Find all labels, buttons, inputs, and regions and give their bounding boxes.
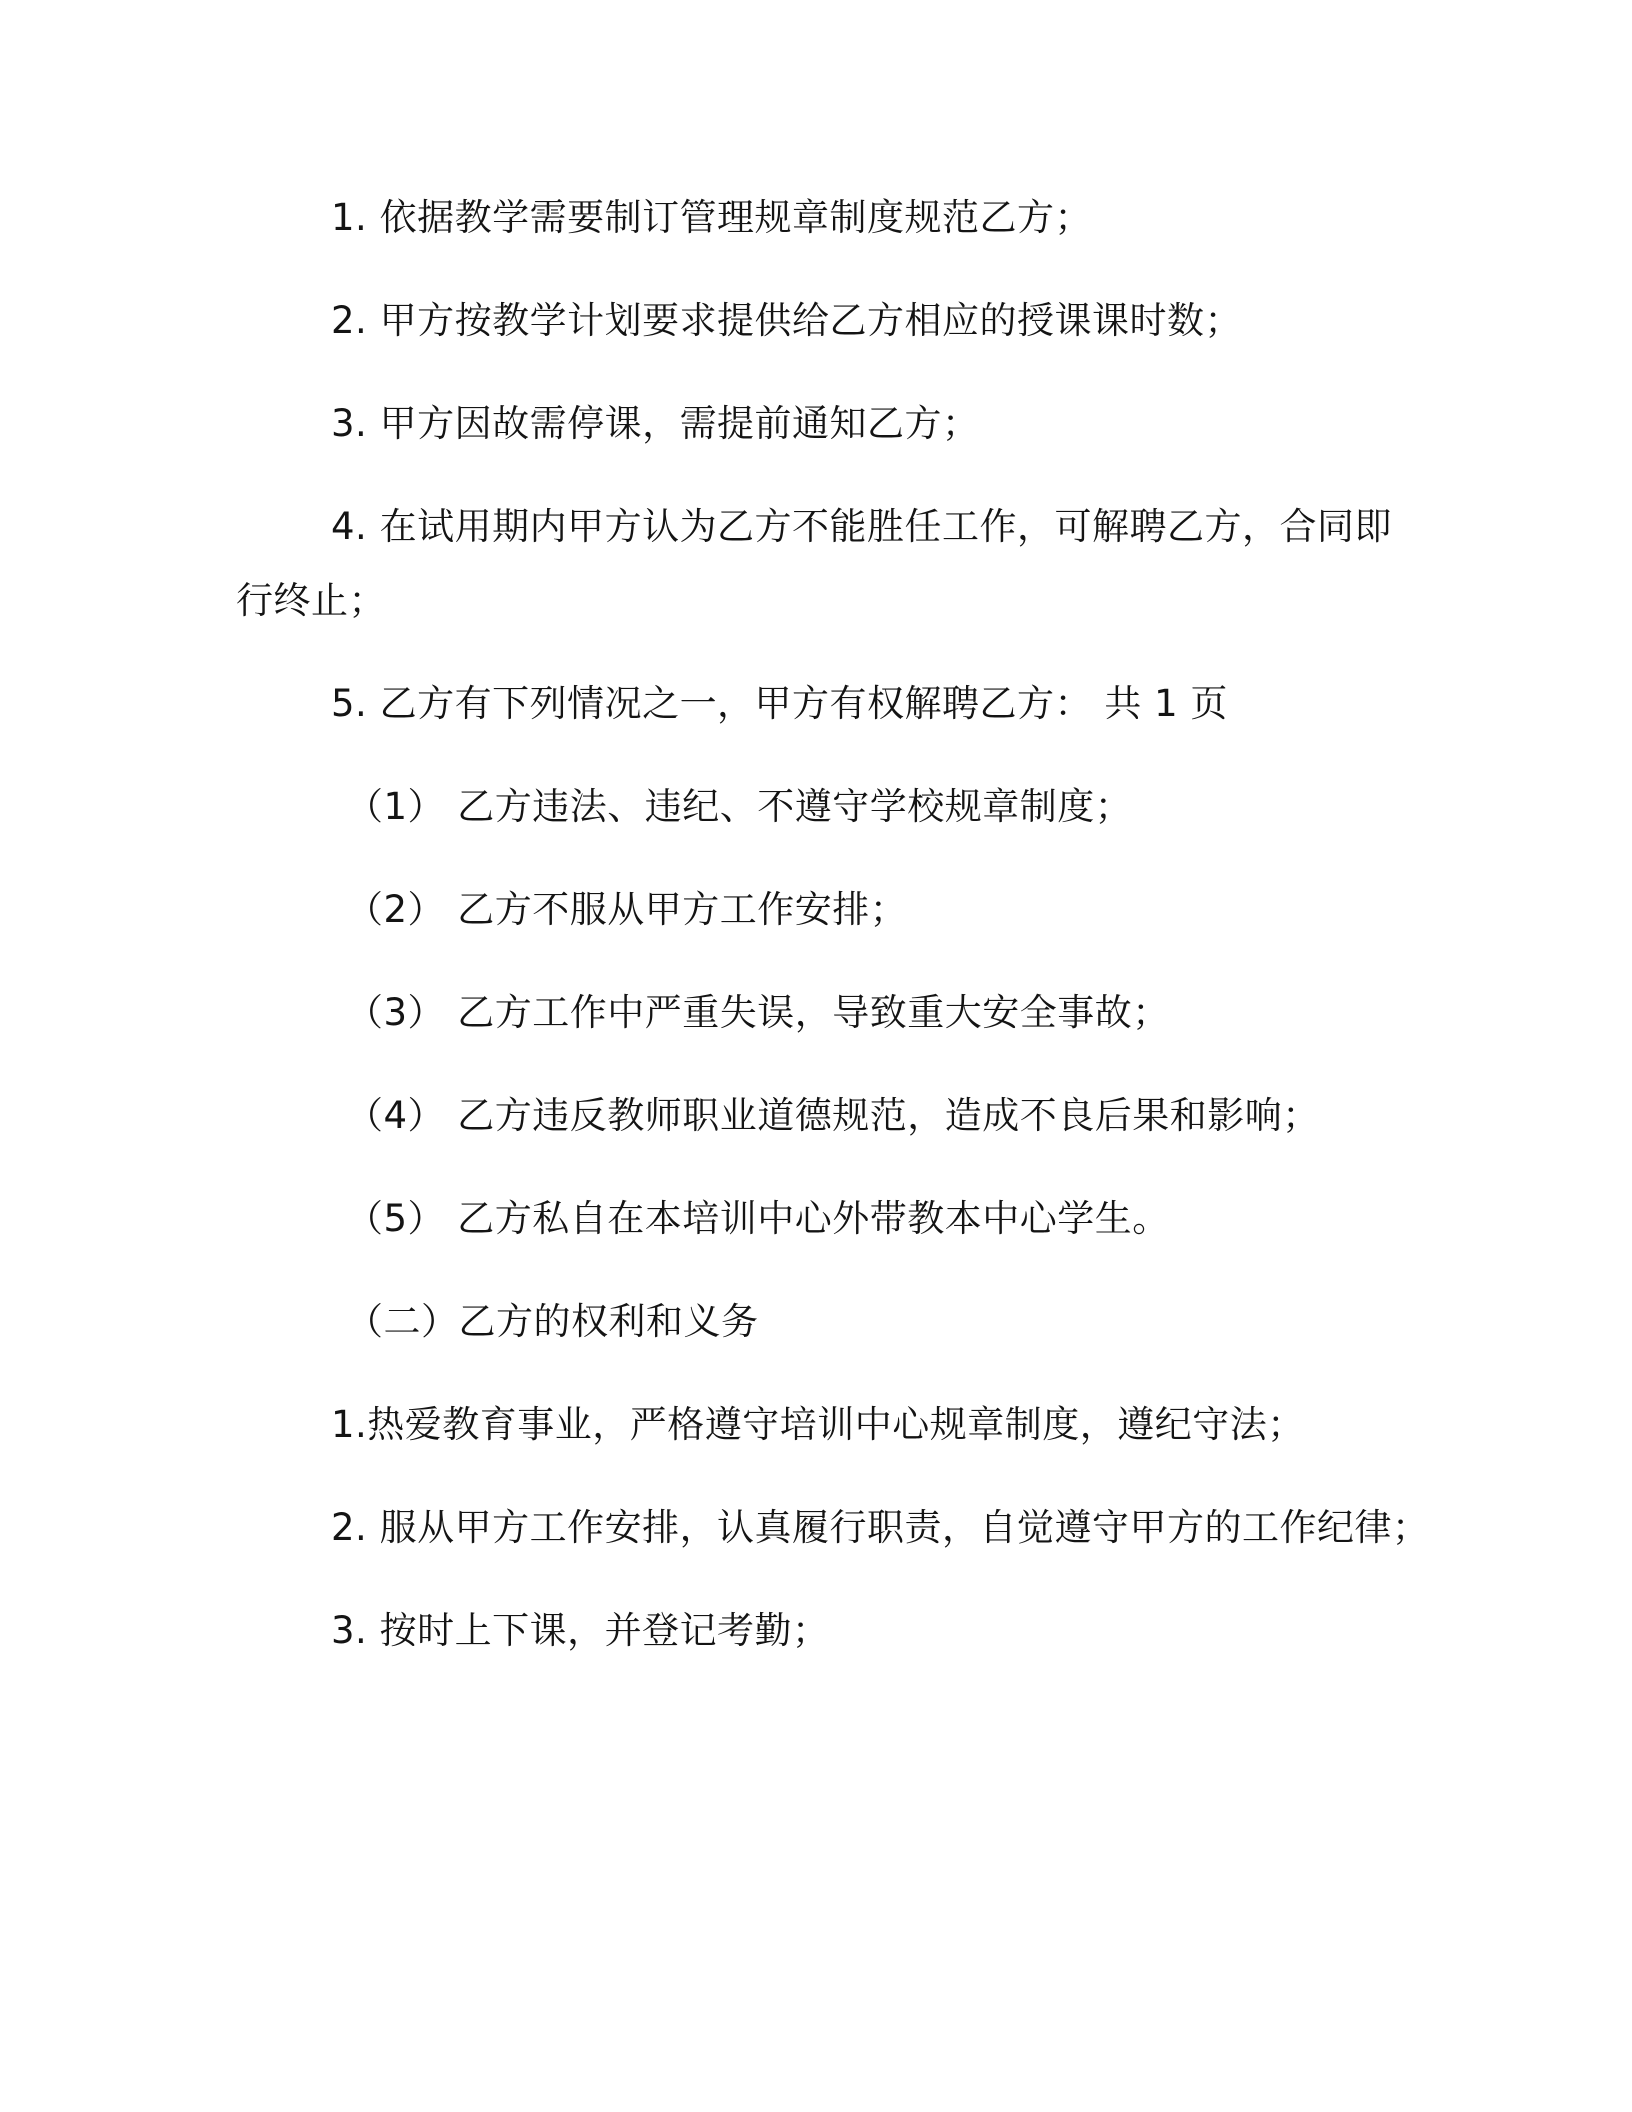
clause-a-3: 3. 甲方因故需停课，需提前通知乙方； bbox=[331, 402, 980, 445]
subclause-3: （3） 乙方工作中严重失误，导致重大安全事故； bbox=[346, 991, 1170, 1034]
clause-b-3: 3. 按时上下课，并登记考勤； bbox=[331, 1609, 830, 1652]
clause-a-2: 2. 甲方按教学计划要求提供给乙方相应的授课课时数； bbox=[331, 299, 1243, 342]
subclause-5: （5） 乙方私自在本培训中心外带教本中心学生。 bbox=[346, 1197, 1170, 1240]
clause-a-4: 4. 在试用期内甲方认为乙方不能胜任工作，可解聘乙方，合同即 bbox=[331, 505, 1393, 548]
clause-a-1: 1. 依据教学需要制订管理规章制度规范乙方； bbox=[331, 196, 1093, 239]
subclause-4: （4） 乙方违反教师职业道德规范，造成不良后果和影响； bbox=[346, 1094, 1320, 1137]
clause-b-2: 2. 服从甲方工作安排，认真履行职责，自觉遵守甲方的工作纪律； bbox=[331, 1506, 1430, 1549]
clause-a-5: 5. 乙方有下列情况之一，甲方有权解聘乙方： 共 1 页 bbox=[331, 682, 1228, 725]
clause-b-1: 1.热爱教育事业，严格遵守培训中心规章制度，遵纪守法； bbox=[331, 1403, 1305, 1446]
subclause-2: （2） 乙方不服从甲方工作安排； bbox=[346, 888, 908, 931]
subclause-1: （1） 乙方违法、违纪、不遵守学校规章制度； bbox=[346, 785, 1133, 828]
section-heading-2: （二）乙方的权利和义务 bbox=[346, 1300, 759, 1343]
clause-a-4-continued: 行终止； bbox=[236, 579, 386, 622]
